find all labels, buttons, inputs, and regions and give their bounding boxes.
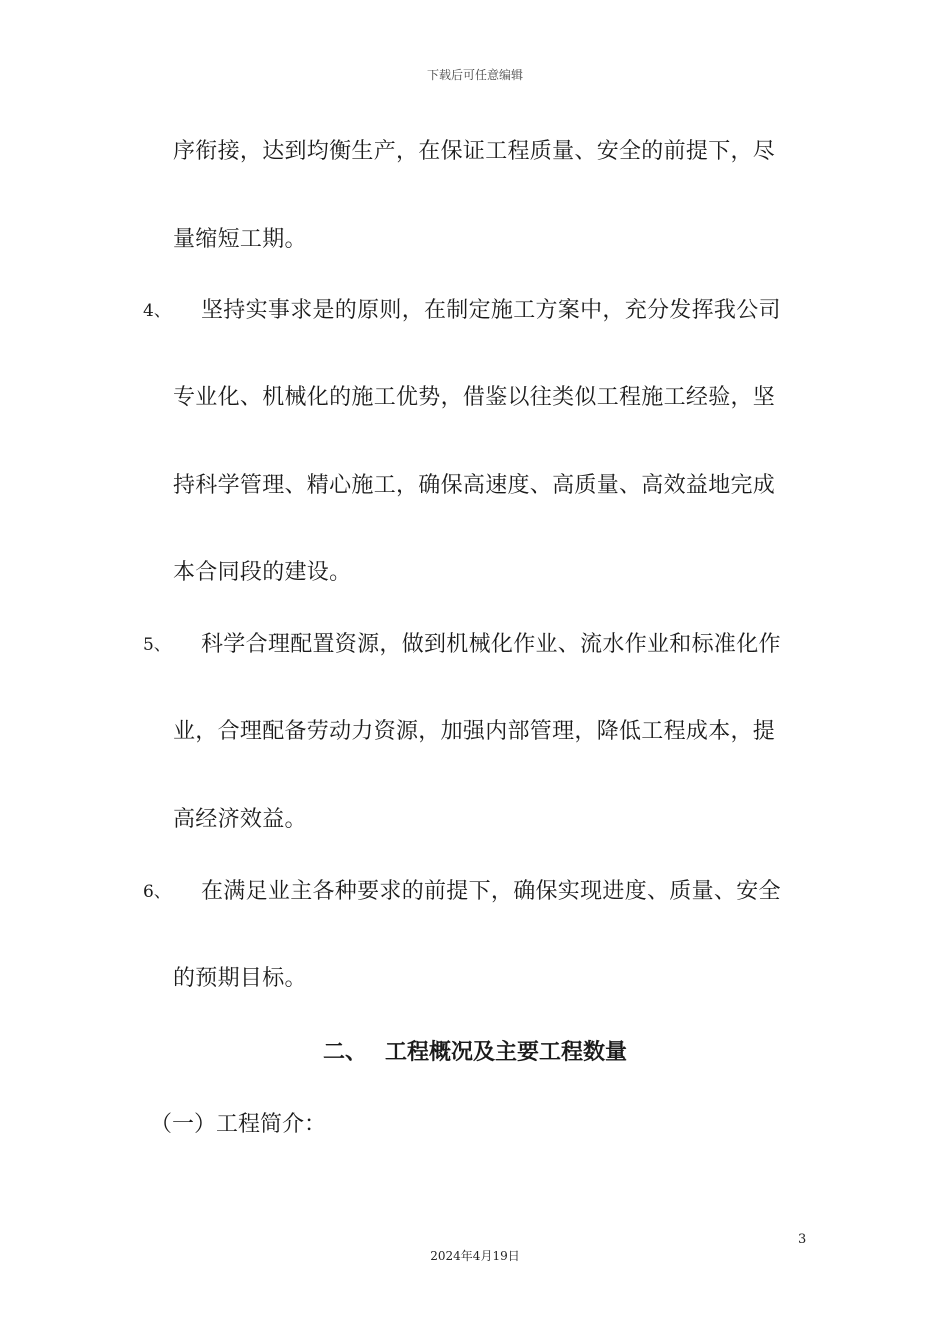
list-item-line: 高经济效益。 <box>173 807 307 832</box>
list-item-number: 4、 <box>143 301 171 321</box>
footer-date: 2024年4月19日 <box>430 1249 520 1263</box>
list-item-line: 本合同段的建设。 <box>173 560 352 585</box>
section-heading <box>0 1038 950 1068</box>
paragraph-line: 序衔接，达到均衡生产，在保证工程质量、安全的前提下，尽 <box>173 139 776 164</box>
subheading: （一）工程简介： <box>150 1112 327 1137</box>
page-number: 3 <box>798 1232 807 1247</box>
list-item-line: 持科学管理、精心施工，确保高速度、高质量、高效益地完成 <box>173 473 776 498</box>
section-title-text: 工程概况及主要工程数量 <box>385 1040 628 1065</box>
page-header: 下载后可任意编辑 <box>426 68 523 82</box>
list-item-line: 的预期目标。 <box>173 966 307 991</box>
paragraph-line: 量缩短工期。 <box>173 227 307 252</box>
list-item-number: 5、 <box>143 635 171 655</box>
list-item-line: 专业化、机械化的施工优势，借鉴以往类似工程施工经验，坚 <box>173 385 776 410</box>
list-item-number: 6、 <box>143 882 171 902</box>
list-item-line: 在满足业主各种要求的前提下，确保实现进度、质量、安全 <box>201 879 781 904</box>
list-item-line: 业，合理配备劳动力资源，加强内部管理，降低工程成本，提 <box>173 719 776 744</box>
list-item-line: 科学合理配置资源，做到机械化作业、流水作业和标准化作 <box>201 632 781 657</box>
section-number: 二、 <box>322 1040 367 1065</box>
list-item-line: 坚持实事求是的原则，在制定施工方案中，充分发挥我公司 <box>201 298 781 323</box>
